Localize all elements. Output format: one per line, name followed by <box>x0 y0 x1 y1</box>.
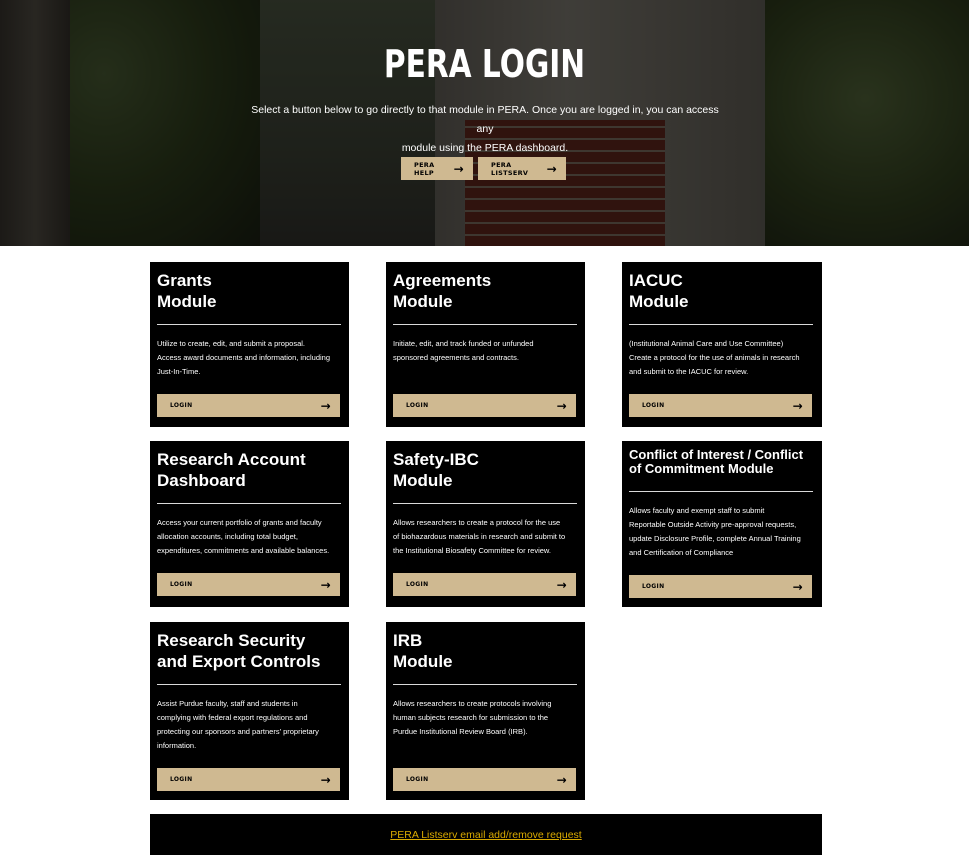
login-button-iacuc[interactable] <box>629 394 812 417</box>
arrow-right-icon: → <box>546 161 557 176</box>
card-description-line: expenditures, commitments and available balances. <box>157 546 330 555</box>
card-divider <box>629 491 813 492</box>
card-description-line: Purdue Institutional Review Board (IRB). <box>393 727 528 736</box>
card-title: Research Account Dashboard <box>157 450 306 490</box>
card-research-security-export-controls <box>150 622 349 800</box>
card-title: Grants Module <box>157 271 217 311</box>
card-irb-module <box>386 622 585 800</box>
card-description-line: and submit to the IACUC for review. <box>629 367 749 376</box>
card-description-line: (Institutional Animal Care and Use Committee) <box>629 339 784 348</box>
card-description-line: Allows researchers to create a protocol for the use <box>393 518 561 527</box>
login-button-research-account[interactable] <box>157 573 340 596</box>
card-divider <box>629 324 813 325</box>
card-title: Research Security and Export Controls <box>157 631 321 671</box>
pera-listserv-label: PERA LISTSERV <box>491 160 529 177</box>
page-title: PERA LOGIN <box>383 42 586 86</box>
card-description <box>629 337 800 379</box>
card-divider <box>157 503 341 504</box>
card-description <box>157 516 329 558</box>
login-label: LOGIN <box>406 402 429 409</box>
card-description-line: human subjects research for submission to the <box>393 713 549 722</box>
card-description-line: the Institutional Biosafety Committee for review. <box>393 546 551 555</box>
arrow-right-icon: → <box>792 579 803 594</box>
login-button-irb[interactable] <box>393 768 576 791</box>
card-divider <box>393 503 577 504</box>
pera-listserv-button[interactable] <box>478 157 566 180</box>
card-title: Conflict of Interest / Conflict of Commitment Module <box>629 447 804 476</box>
login-button-agreements[interactable] <box>393 394 576 417</box>
hero-banner <box>0 0 969 246</box>
pera-help-button[interactable] <box>401 157 473 180</box>
login-label: LOGIN <box>406 776 429 783</box>
listserv-request-link[interactable]: PERA Listserv email add/remove request <box>390 828 582 841</box>
arrow-right-icon: → <box>556 398 567 413</box>
card-description-line: Allows researchers to create protocols involving <box>393 699 552 708</box>
login-button-conflict-of-interest[interactable] <box>629 575 812 598</box>
arrow-right-icon: → <box>453 161 464 176</box>
card-safety-ibc-module <box>386 441 585 607</box>
card-agreements-module <box>386 262 585 427</box>
login-label: LOGIN <box>170 581 193 588</box>
card-divider <box>157 324 341 325</box>
card-description-line: Just-In-Time. <box>157 367 201 376</box>
card-description <box>157 697 319 753</box>
arrow-right-icon: → <box>320 577 331 592</box>
card-research-account-dashboard <box>150 441 349 607</box>
card-description-line: Access award documents and information, including <box>157 353 331 362</box>
login-button-safety-ibc[interactable] <box>393 573 576 596</box>
arrow-right-icon: → <box>792 398 803 413</box>
card-description-line: Access your current portfolio of grants and faculty <box>157 518 322 527</box>
hero-description-line-1: Select a button below to go directly to that module in PERA. Once you are logged in, you can access any <box>251 104 719 135</box>
card-description-line: of biohazardous materials in research and submit to <box>393 532 566 541</box>
card-description-line: allocation accounts, including total budget, <box>157 532 298 541</box>
card-title: Agreements Module <box>393 271 492 311</box>
arrow-right-icon: → <box>320 772 331 787</box>
card-description <box>393 337 534 365</box>
login-label: LOGIN <box>642 583 665 590</box>
card-title: IRB Module <box>393 631 453 671</box>
login-label: LOGIN <box>406 581 429 588</box>
card-description-line: sponsored agreements and contracts. <box>393 353 519 362</box>
card-description <box>393 516 565 558</box>
arrow-right-icon: → <box>556 772 567 787</box>
card-description-line: Initiate, edit, and track funded or unfunded <box>393 339 534 348</box>
card-description <box>629 504 801 560</box>
arrow-right-icon: → <box>320 398 331 413</box>
card-grants-module <box>150 262 349 427</box>
login-button-grants[interactable] <box>157 394 340 417</box>
card-description <box>157 337 330 379</box>
card-description-line: Create a protocol for the use of animals in research <box>629 353 800 362</box>
hero-buttons <box>401 157 566 180</box>
hero-description <box>245 101 725 158</box>
card-description-line: Utilize to create, edit, and submit a proposal. <box>157 339 305 348</box>
card-divider <box>157 684 341 685</box>
listserv-footer-bar <box>150 814 822 855</box>
pera-help-label: PERA HELP <box>414 160 435 177</box>
card-description-line: Reportable Outside Activity pre-approval requests, <box>629 520 797 529</box>
arrow-right-icon: → <box>556 577 567 592</box>
card-title: Safety-IBC Module <box>393 450 479 490</box>
login-label: LOGIN <box>170 776 193 783</box>
card-title: IACUC Module <box>629 271 689 311</box>
card-description-line: update Disclosure Profile, complete Annual Training <box>629 534 801 543</box>
card-conflict-of-interest-module <box>622 441 822 607</box>
login-label: LOGIN <box>170 402 193 409</box>
card-description-line: Allows faculty and exempt staff to submit <box>629 506 765 515</box>
login-button-research-security[interactable] <box>157 768 340 791</box>
card-divider <box>393 324 577 325</box>
card-description-line: information. <box>157 741 197 750</box>
card-description-line: Assist Purdue faculty, staff and students in <box>157 699 298 708</box>
card-description-line: protecting our sponsors and partners' proprietary <box>157 727 319 736</box>
hero-description-line-2: module using the PERA dashboard. <box>401 142 569 154</box>
card-iacuc-module <box>622 262 822 427</box>
card-divider <box>393 684 577 685</box>
card-description-line: and Certification of Compliance <box>629 548 734 557</box>
login-label: LOGIN <box>642 402 665 409</box>
card-description <box>393 697 551 739</box>
card-description-line: complying with federal export regulations and <box>157 713 308 722</box>
